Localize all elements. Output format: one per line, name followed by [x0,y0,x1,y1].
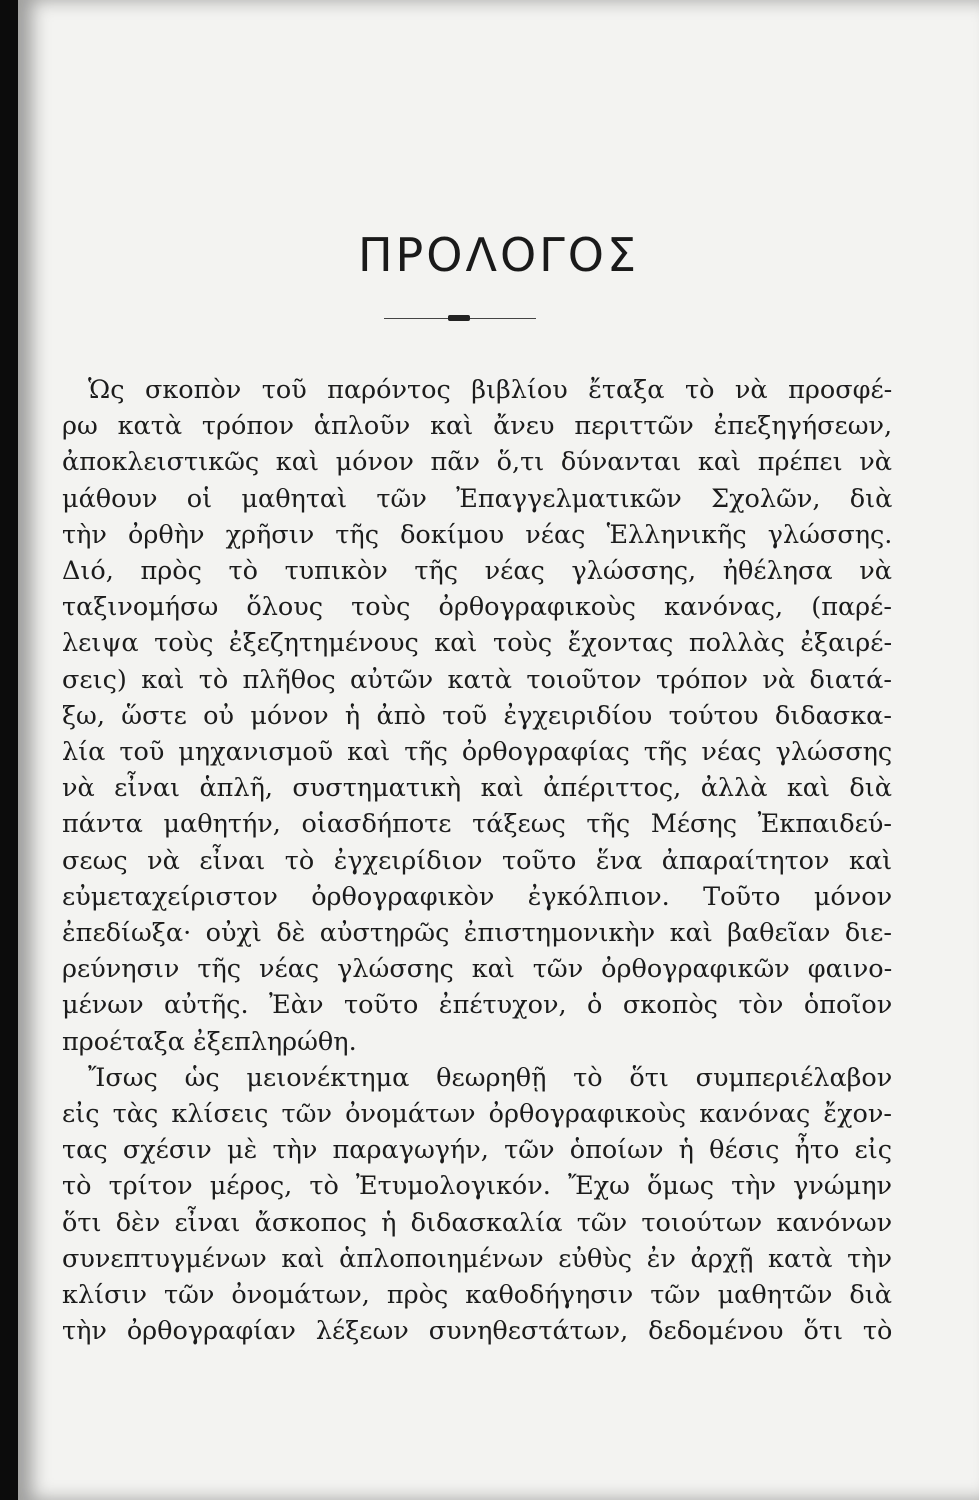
text-line: ξω, ὥστε οὐ μόνον ἡ ἀπὸ τοῦ ἐγχειριδίου τούτου διδασκα- [62,700,892,731]
text-line: μένων αὐτῆς. Ἐὰν τοῦτο ἐπέτυχον, ὁ σκοπὸς τὸν ὁποῖον [62,990,893,1021]
text-line: Διό, πρὸς τὸ τυπικὸν τῆς νέας γλώσσης, ἠθέλησα νὰ [62,556,892,587]
text-line: πάντα μαθητήν, οἱασδήποτε τάξεως τῆς Μέσης Ἐκπαιδεύ- [62,809,892,840]
text-line: εἰς τὰς κλίσεις τῶν ὀνομάτων ὀρθογραφικοὺς κανόνας ἔχον- [62,1099,892,1130]
text-line: ρεύνησιν τῆς νέας γλώσσης καὶ τῶν ὀρθογραφικῶν φαινο- [62,954,893,985]
text-line: ὅτι δὲν εἶναι ἄσκοπος ἡ διδασκαλία τῶν τοιούτων κανόνων [62,1207,893,1238]
page-title: ΠΡΟΛΟΓΟΣ [357,228,640,282]
text-line: τὴν ὀρθογραφίαν λέξεων συνηθεστάτων, δεδομένου ὅτι τὸ [62,1316,893,1347]
text-line: προέταξα ἐξεπληρώθη. [62,1026,357,1057]
text-line: σεις) καὶ τὸ πλῆθος αὐτῶν κατὰ τοιοῦτον τρόπον νὰ διατά- [62,664,892,695]
text-line: ἐπεδίωξα· οὐχὶ δὲ αὐστηρῶς ἐπιστημονικὴν καὶ βαθεῖαν διε- [62,918,892,949]
text-line: τὸ τρίτον μέρος, τὸ Ἐτυμολογικόν. Ἔχω ὅμως τὴν γνώμην [62,1171,893,1202]
preface-text [62,372,892,1349]
text-line: συνεπτυγμένων καὶ ἁπλοποιημένων εὐθὺς ἐν ἀρχῇ κατὰ τὴν [62,1243,892,1274]
text-line: Ὡς σκοπὸν τοῦ παρόντος βιβλίου ἔταξα τὸ νὰ προσφέ- [88,375,893,405]
text-line: νὰ εἶναι ἁπλῆ, συστηματικὴ καὶ ἀπέριττος, ἀλλὰ καὶ διὰ [62,773,892,804]
title-rule-ornament [448,315,470,321]
book-page [18,0,979,1500]
text-line: τὴν ὀρθὴν χρῆσιν τῆς δοκίμου νέας Ἑλληνικῆς γλώσσης. [62,519,893,550]
text-line: ταξινομήσω ὅλους τοὺς ὀρθογραφικοὺς κανόνας, (παρέ- [62,592,892,623]
text-line: εὐμεταχείριστον ὀρθογραφικὸν ἐγκόλπιον. Τοῦτο μόνον [62,881,893,912]
text-line: τας σχέσιν μὲ τὴν παραγωγήν, τῶν ὁποίων ἡ θέσις ἦτο εἰς [62,1135,893,1166]
text-line: λία τοῦ μηχανισμοῦ καὶ τῆς ὀρθογραφίας τῆς νέας γλώσσης [62,737,893,768]
text-line: Ἴσως ὡς μειονέκτημα θεωρηθῇ τὸ ὅτι συμπεριέλαβον [88,1062,893,1093]
text-line: κλίσιν τῶν ὀνομάτων, πρὸς καθοδήγησιν τῶν μαθητῶν διὰ [62,1280,892,1311]
text-line: σεως νὰ εἶναι τὸ ἐγχειρίδιον τοῦτο ἕνα ἀπαραίτητον καὶ [62,845,893,876]
text-line: λειψα τοὺς ἐξεζητημένους καὶ τοὺς ἔχοντας πολλὰς ἐξαιρέ- [62,628,893,659]
text-line: ρω κατὰ τρόπον ἁπλοῦν καὶ ἄνευ περιττῶν ἐπεξηγήσεων, [62,411,893,442]
text-line: ἀποκλειστικῶς καὶ μόνον πᾶν ὅ,τι δύνανται καὶ πρέπει νὰ [62,447,892,478]
text-line: μάθουν οἱ μαθηταὶ τῶν Ἐπαγγελματικῶν Σχολῶν, διὰ [62,483,893,514]
